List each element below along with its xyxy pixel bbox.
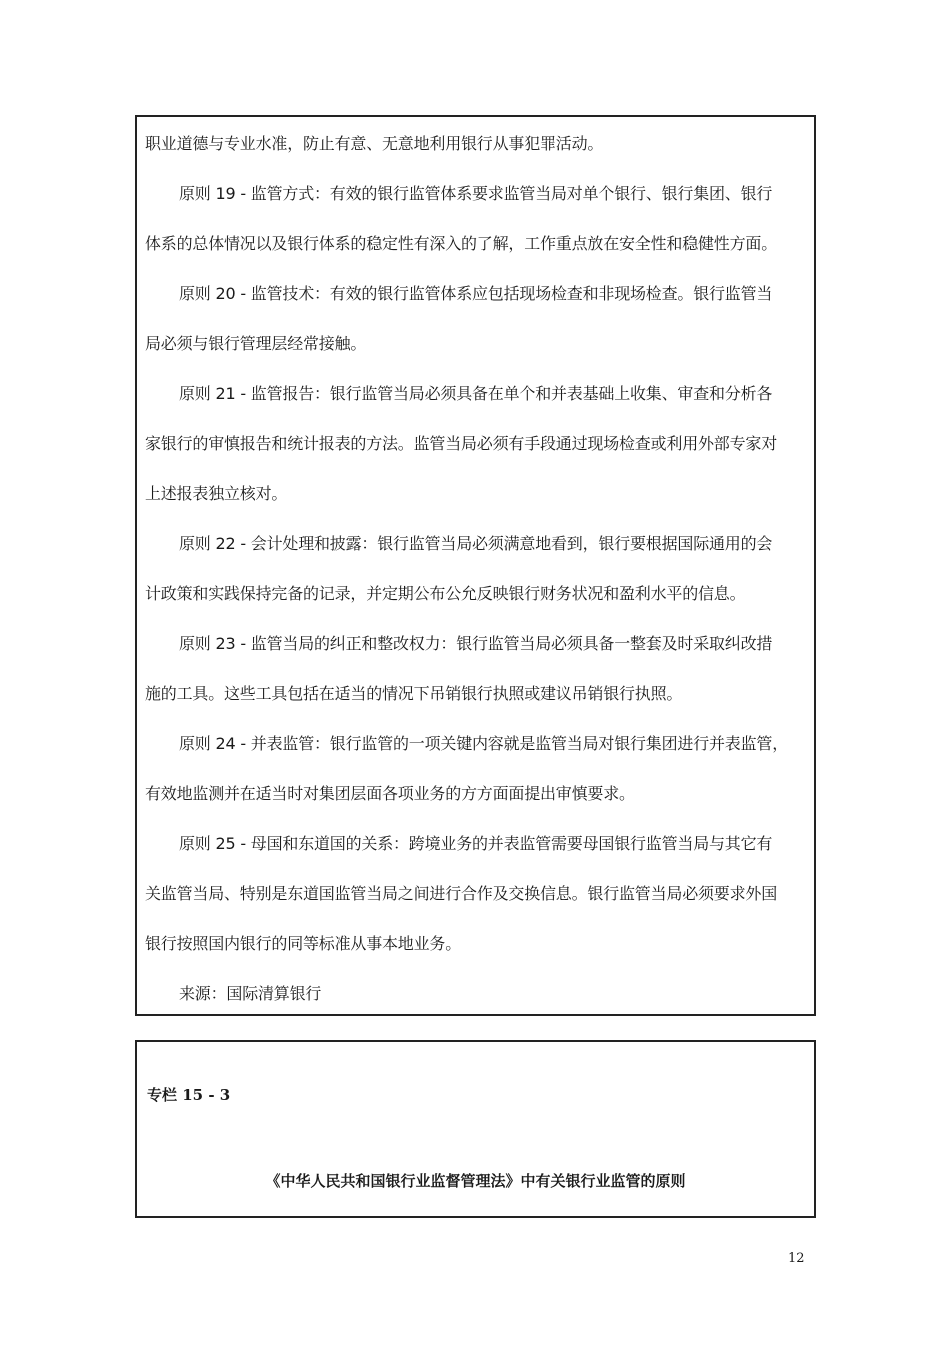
page-number: 12 — [788, 1251, 805, 1266]
principles-box — [135, 115, 816, 1016]
principle-23-line: 原则 23 - 监管当局的纠正和整改权力：银行监管当局必须具备一整套及时采取纠改措 — [179, 634, 773, 653]
text-line: 体系的总体情况以及银行体系的稳定性有深入的了解，工作重点放在安全性和稳健性方面。 — [145, 234, 778, 253]
column-box — [135, 1040, 816, 1218]
text-line: 施的工具。这些工具包括在适当的情况下吊销银行执照或建议吊销银行执照。 — [145, 684, 683, 703]
principle-22-line: 原则 22 - 会计处理和披露：银行监管当局必须满意地看到，银行要根据国际通用的会 — [179, 534, 773, 553]
principle-24-line: 原则 24 - 并表监管：银行监管的一项关键内容就是监管当局对银行集团进行并表监管， — [179, 734, 788, 753]
principle-19-line: 原则 19 - 监管方式：有效的银行监管体系要求监管当局对单个银行、银行集团、银行 — [179, 184, 773, 203]
column-title: 《中华人民共和国银行业监督管理法》中有关银行业监管的原则 — [265, 1172, 686, 1190]
principle-21-line: 原则 21 - 监管报告：银行监管当局必须具备在单个和并表基础上收集、审查和分析各 — [179, 384, 773, 403]
column-heading: 专栏 15 - 3 — [147, 1086, 231, 1104]
text-line: 计政策和实践保持完备的记录，并定期公布公允反映银行财务状况和盈利水平的信息。 — [145, 584, 746, 603]
text-line: 关监管当局、特别是东道国监管当局之间进行合作及交换信息。银行监管当局必须要求外国 — [145, 884, 778, 903]
text-line: 银行按照国内银行的同等标准从事本地业务。 — [145, 934, 462, 953]
principle-25-line: 原则 25 - 母国和东道国的关系：跨境业务的并表监管需要母国银行监管当局与其它有 — [179, 834, 773, 853]
text-line: 局必须与银行管理层经常接触。 — [145, 334, 367, 353]
text-line: 职业道德与专业水准，防止有意、无意地利用银行从事犯罪活动。 — [145, 134, 604, 153]
source-line: 来源：国际清算银行 — [179, 984, 322, 1003]
text-line: 上述报表独立核对。 — [145, 484, 288, 503]
text-line: 家银行的审慎报告和统计报表的方法。监管当局必须有手段通过现场检查或利用外部专家对 — [145, 434, 778, 453]
principle-20-line: 原则 20 - 监管技术：有效的银行监管体系应包括现场检查和非现场检查。银行监管当 — [179, 284, 773, 303]
text-line: 有效地监测并在适当时对集团层面各项业务的方方面面提出审慎要求。 — [145, 784, 635, 803]
